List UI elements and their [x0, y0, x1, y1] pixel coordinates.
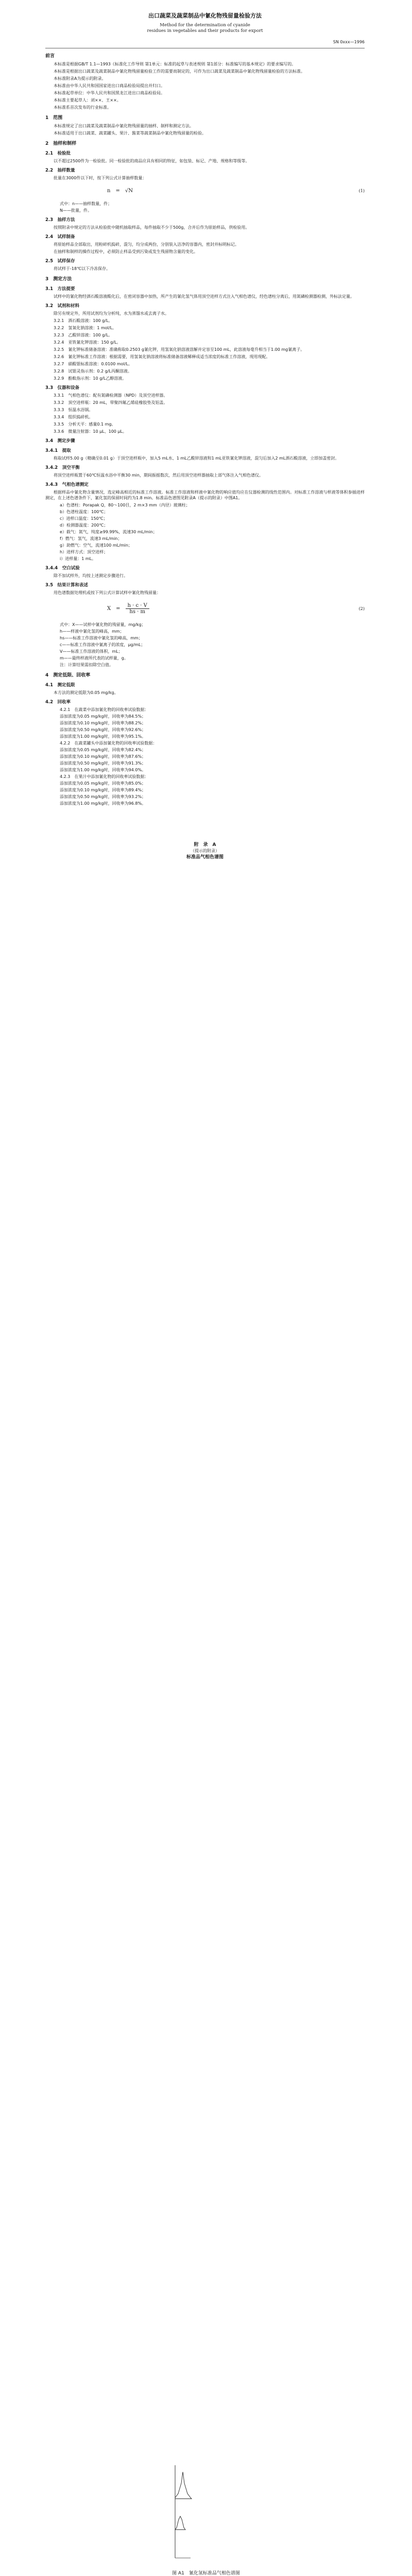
list-item: 3.2.1 酒石酸溶液：100 g/L。: [54, 318, 113, 323]
list-item: 3.2.5 氰化钾标准储备溶液：准确称取0.2503 g氰化钾，用氢氧化钠溶液溶解并定容至100 mL，此溶液每毫升相当于1.00 mg氰离子。: [54, 347, 305, 352]
section-heading: 3.2 试剂和材料: [45, 303, 80, 309]
paragraph: 除另有规定外，所用试剂均为分析纯，水为蒸馏水或去离子水。: [54, 311, 169, 316]
list-item: g）助燃气：空气，流速100 mL/min；: [60, 543, 132, 548]
formula-1: n = √N (1): [107, 188, 365, 194]
formula-2-lhs: X: [107, 606, 111, 612]
paragraph: 本标准起草单位：中华人民共和国黑龙江进出口商品检验局。: [54, 91, 165, 95]
section-heading: 3.4.1 提取: [45, 448, 71, 453]
paragraph: 将原始样品全部取出，用粉碎机捣碎，混匀，均分成两份，分别装入洁净的容器内，密封并标明标记。: [54, 242, 239, 247]
secondary-peak: [175, 2516, 185, 2530]
list-item: 添加浓度为0.50 mg/kg时，回收率为91.3%；: [60, 761, 146, 766]
hcn-peak: [175, 2472, 192, 2499]
section-heading: 3.4 测定步骤: [45, 438, 75, 444]
section-heading: 2 抽样和制样: [45, 141, 77, 146]
list-item: hs——标准工作溶液中氰化氢的峰高，mm；: [60, 636, 143, 640]
section-heading: 3.4.4 空白试验: [45, 566, 80, 571]
list-item: 3.2.6 氰化钾标准工作溶液：根据需要，用氢氧化钠溶液将标准储备溶液稀释成适当浓度的标准工作溶液，现用现配。: [54, 354, 270, 359]
paragraph: 本标准系首次发布的行业标准。: [54, 105, 111, 110]
list-item: 添加浓度为1.00 mg/kg时，回收率为96.8%。: [60, 801, 146, 806]
list-item: 添加浓度为0.50 mg/kg时，回收率为92.6%；: [60, 727, 146, 732]
annex-a-heading: [45, 842, 365, 860]
annex-label: 附 录 A: [194, 842, 216, 848]
list-item: 3.2.4 亚铁氰化钾溶液：150 g/L。: [54, 340, 121, 345]
paragraph: 将顶空进样瓶置于60℃恒温水浴中平衡30 min，期间振摇数次，然后用顶空进样器抽取上部气体注入气相色谱仪。: [54, 473, 263, 478]
paragraph: 本标准适用于出口蔬菜、蔬菜罐头、果汁、酱菜等蔬菜制品中氰化物残留量的检验。: [54, 131, 206, 135]
list-item: 4.2.3 在果汁中添加氰化物的回收率试验数据：: [60, 774, 149, 779]
formula-1-rhs: √N: [125, 188, 133, 194]
paragraph: 在抽样和制样的操作过程中，必须防止样品受到污染或发生残留物含量的变化。: [54, 249, 198, 254]
section-heading: 3.1 方法提要: [45, 286, 75, 292]
section-heading: 4.1 测定低限: [45, 683, 75, 688]
section-heading: 3.4.2 顶空平衡: [45, 465, 80, 470]
paragraph: 根据样品中氰化物含量情况，选定峰高相近的标准工作溶液。标准工作溶液和样液中氰化物的响应值均应在仪器检测的线性范围内。对标准工作溶液与样液等体积参插进样测定，在上述色谱条件下，氰化氢的保留时间约为1.8 min。标准品色谱图见附录A（提示的附录）中图A1。: [45, 490, 365, 500]
instrument-list: [45, 393, 365, 434]
section-heading: 4.2 回收率: [45, 700, 71, 705]
section-heading: 3 测定方法: [45, 277, 72, 282]
list-item: 式中：X——试样中氰化物的残留量，mg/kg；: [60, 622, 146, 627]
formula-1-where: [45, 201, 365, 213]
list-item: 3.3.6 微量注射器：10 μL、100 μL。: [54, 429, 127, 434]
list-item: 添加浓度为0.10 mg/kg时，回收率为87.6%；: [60, 754, 146, 759]
list-item: c）进样口温度：150℃；: [60, 516, 108, 521]
formula-2-number: (2): [358, 606, 365, 611]
paragraph: 本方法的测定低限为0.05 mg/kg。: [54, 690, 118, 695]
list-item: a）色谱柱：Porapak Q，80～100目，2 m×3 mm（内径）玻璃柱；: [60, 503, 190, 507]
chromatogram-figure: [154, 2463, 227, 2561]
list-item: h——样液中氰化氢的峰高，mm；: [60, 629, 124, 634]
formula-2: X = $\frac{h \cdot c \cdot V}{hs \cdot m}$ (2): [107, 603, 365, 615]
list-item: 式中：n——抽样数量，件；: [60, 201, 112, 206]
gc-condition-list: [45, 502, 365, 562]
paragraph: 用色谱数据处理机或按下列公式计算试样中氰化物残留量：: [54, 590, 161, 595]
paragraph: 称取试样5.00 g（精确至0.01 g）于顶空进样瓶中，加入5 mL水、1 mL乙酸锌溶液和1 mL亚铁氰化钾溶液，混匀后加入2 mL酒石酸溶液，立即加盖密封。: [54, 456, 339, 461]
section-heading: 前言: [45, 54, 55, 59]
english-title-line-1: Method for the determination of cyanide: [160, 23, 250, 28]
recovery-list: [45, 707, 365, 806]
list-item: m——最终样液所代表的试样量，g。: [60, 656, 128, 660]
list-item: 添加浓度为0.10 mg/kg时，回收率为88.2%；: [60, 721, 146, 725]
list-item: e）载气：氮气，纯度≥99.99%，流速30 mL/min；: [60, 530, 157, 534]
sections-front: [45, 54, 365, 181]
section-heading: 2.4 试样制备: [45, 234, 75, 240]
annex-note: （提示的附录）: [191, 849, 219, 853]
section-heading: 3.5 结果计算和表述: [45, 583, 89, 588]
paragraph: 按照附录中规定的方法从检验批中随机抽取样品，每件抽取不少于500g，合并后作为原始样品，供检验用。: [54, 225, 250, 230]
formula-1-lhs: n: [107, 188, 111, 194]
paragraph: 批量在3000件以下时，按下列公式计算抽样数量：: [54, 176, 147, 180]
list-item: 添加浓度为0.50 mg/kg时，回收率为93.2%；: [60, 794, 146, 799]
list-item: h）进样方式：顶空进样；: [60, 550, 108, 554]
list-item: d）检测器温度：200℃；: [60, 523, 108, 528]
list-item: 3.2.9 酚酞指示剂：10 g/L乙醇溶液。: [54, 376, 127, 381]
list-item: V——标准工作溶液的体积，mL；: [60, 649, 123, 654]
section-heading: 3.4.3 气相色谱测定: [45, 482, 89, 487]
paragraph: 将试样于-18℃以下冷冻保存。: [54, 266, 111, 271]
list-item: 添加浓度为1.00 mg/kg时，回收率为94.0%。: [60, 768, 146, 772]
list-item: 3.3.3 恒温水浴锅。: [54, 408, 93, 412]
paragraph: 本标准是根据GB/T 1.1—1993《标准化工作导则 第1单元：标准的起草与表述规则 第1部分：标准编写的基本规定》的要求编写的。: [54, 62, 296, 66]
sections-recovery: [45, 673, 365, 705]
section-heading: 2.2 抽样数量: [45, 168, 75, 173]
section-heading: 2.3 抽样方法: [45, 217, 75, 223]
list-item: 4.2.2 在蔬菜罐头中添加氰化物的回收率试验数据：: [60, 741, 157, 745]
sections-instruments: [45, 385, 365, 391]
paragraph: 本标准附录A为提示的附录。: [54, 76, 106, 81]
list-item: N——批量，件。: [60, 208, 92, 213]
list-item: 3.2.2 氢氧化钠溶液：1 mol/L。: [54, 326, 117, 330]
annex-title: 标准品气相色谱图: [186, 855, 224, 860]
list-item: 3.3.5 分析天平：感量0.1 mg。: [54, 422, 116, 427]
list-item: i）进样量：1 mL。: [60, 556, 96, 561]
section-heading: 2.5 试样保存: [45, 259, 75, 264]
paragraph: 试样中的氰化物经酒石酸溶液酸化后，在密闭容器中加热，所产生的氰化氢气体用顶空进样方式注入气相色谱仪，经色谱柱分离后，用氮磷检测器检测，外标法定量。: [54, 294, 354, 299]
list-item: 3.2.3 乙酸锌溶液：100 g/L。: [54, 333, 113, 337]
list-item: 4.2.1 在蔬菜中添加氰化物的回收率试验数据：: [60, 707, 149, 712]
formula-2-fraction: [126, 603, 149, 615]
paragraph: 本标准由中华人民共和国国家进出口商品检验局提出并归口。: [54, 83, 165, 88]
list-item: b）色谱柱温度：100℃；: [60, 510, 108, 514]
document-page: [45, 10, 365, 860]
standard-number: SN 0xxx—1996: [333, 40, 365, 44]
formula-2-where: [45, 622, 365, 668]
list-item: 3.3.4 组织捣碎机。: [54, 415, 93, 419]
list-item: 添加浓度为0.05 mg/kg时，回收率为82.4%；: [60, 748, 146, 752]
sections-calculation: [45, 566, 365, 596]
list-item: 3.2.8 试银灵指示剂：0.2 g/L丙酮溶液。: [54, 369, 132, 374]
list-item: f）燃气：氢气，流速3 mL/min；: [60, 536, 122, 541]
formula-1-number: (1): [358, 189, 365, 193]
paragraph: 本标准主要起草人：刘××、王××。: [54, 98, 121, 103]
list-item: 3.3.2 顶空进样瓶：20 mL，带聚四氟乙烯硅橡胶垫及铝盖。: [54, 400, 168, 405]
list-item: 3.3.1 气相色谱仪：配有氮磷检测器（NPD）及顶空进样器。: [54, 393, 168, 398]
sections-method: [45, 217, 365, 316]
formula-2-denominator: hs · m: [129, 609, 145, 615]
section-heading: 2.1 检验批: [45, 151, 71, 156]
english-title-line-2: residues in vegetables and their products for export: [147, 28, 263, 33]
paragraph: 除不加试样外，均按上述测定步骤进行。: [54, 573, 128, 578]
section-heading: 4 测定低限、回收率: [45, 673, 91, 678]
paragraph: 本标准规定了出口蔬菜及蔬菜制品中氰化物残留量的抽样、制样和测定方法。: [54, 124, 194, 128]
list-item: 3.2.7 硝酸银标准溶液：0.0100 mol/L。: [54, 362, 132, 366]
section-heading: 1 范围: [45, 115, 63, 121]
figure-caption: 图 A1 氰化氢标准品气相色谱图: [172, 2571, 240, 2576]
section-heading: 3.3 仪器和设备: [45, 385, 80, 391]
list-item: 注：计算结果需扣除空白值。: [60, 663, 113, 667]
paragraph: 本标准是根据出口蔬菜及蔬菜制品中氰化物残留量检验工作的需要而制定的，可作为出口蔬菜及蔬菜制品中氰化物残留量检验的方法标准。: [54, 69, 305, 74]
document-title: 出口蔬菜及蔬菜制品中氰化物残留量检验方法: [148, 12, 262, 19]
list-item: 添加浓度为0.05 mg/kg时，回收率为85.0%；: [60, 781, 146, 786]
list-item: 添加浓度为0.05 mg/kg时，回收率为84.5%；: [60, 714, 146, 719]
formula-2-numerator: h · c · V: [126, 603, 149, 609]
reagent-list: [45, 318, 365, 381]
sections-procedure: [45, 438, 365, 501]
list-item: c——标准工作溶液中氰离子的浓度，μg/mL；: [60, 642, 145, 647]
list-item: 添加浓度为0.10 mg/kg时，回收率为89.4%；: [60, 788, 146, 792]
list-item: 添加浓度为1.00 mg/kg时，回收率为95.1%。: [60, 734, 146, 739]
paragraph: 以不超过2500件为一检验批。同一检验批的商品应具有相同的特征，如包装、标记、产地、规格和等级等。: [54, 159, 250, 163]
